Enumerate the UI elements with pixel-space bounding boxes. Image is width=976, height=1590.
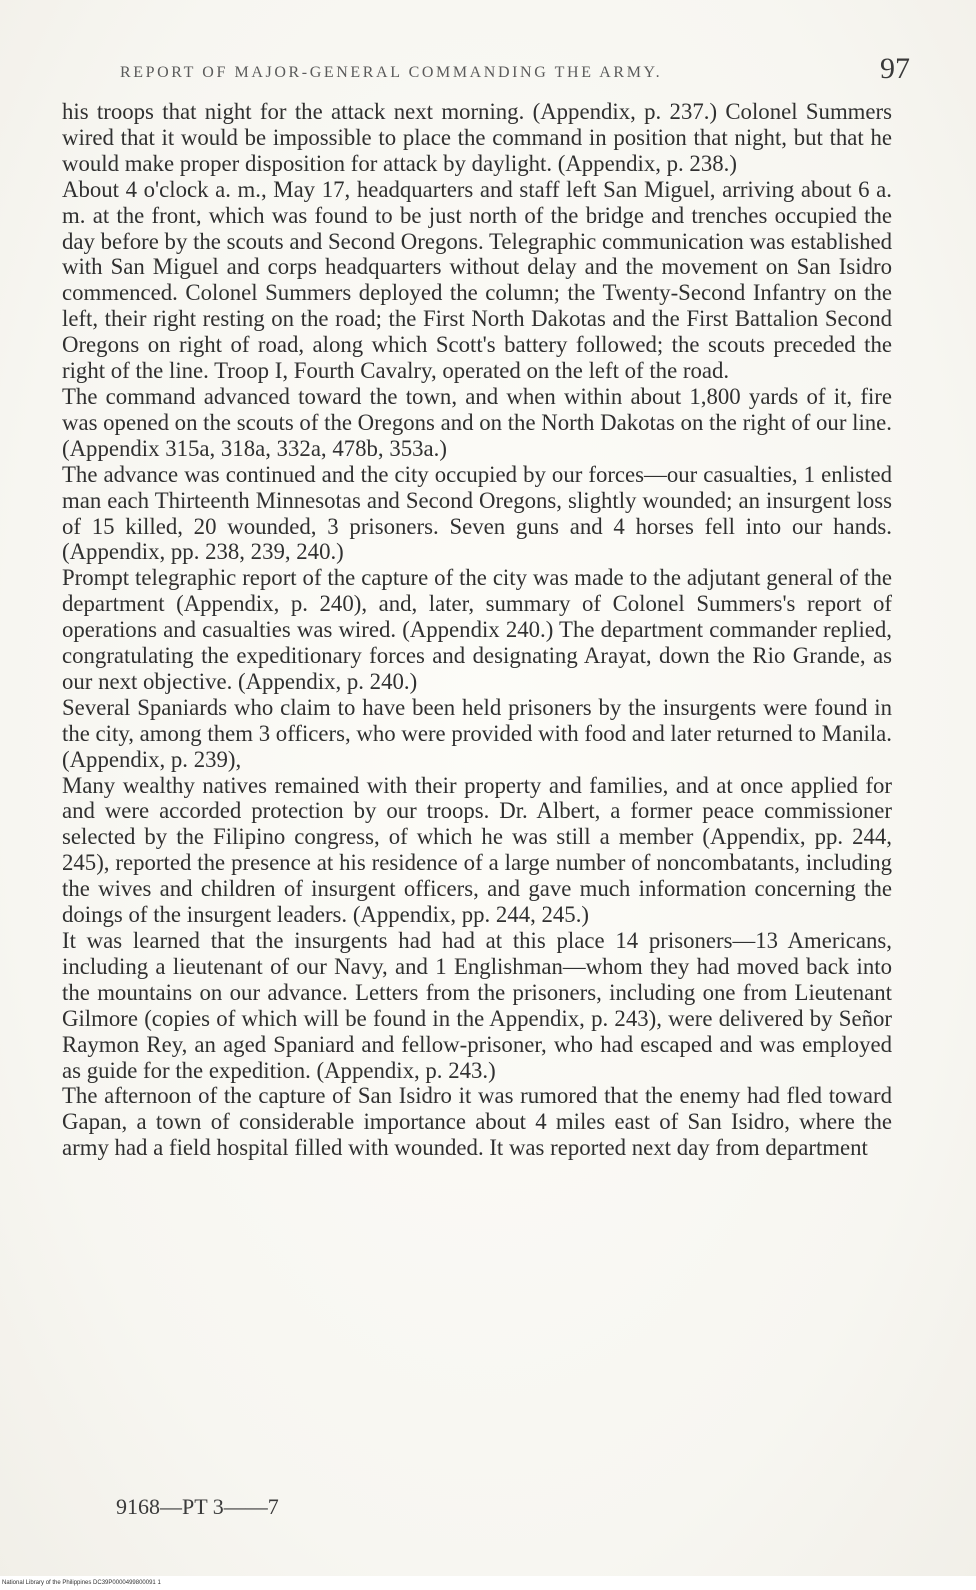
paragraph: Several Spaniards who claim to have been held prisoners by the insurgents were found in the city, among them 3 officers, who were provided with food and later returned to Manila. (Appendix, p. 239), [62,694,892,772]
page-number: 97 [880,52,910,85]
paragraph: The afternoon of the capture of San Isidro it was rumored that the enemy had fled toward Gapan, a town of considerable importance about 4 miles east of San Isidro, where the army had a field hospital filled with wounded. It was reported next day from department [62,1083,892,1161]
page-header [120,52,910,92]
paragraph: The advance was continued and the city occupied by our forces—our casualties, 1 enlisted man each Thirteenth Minnesotas and Second Oregons, slightly wounded; an insurgent loss of 15 killed, 20 wounded, 3 prisoners. Seven guns and 4 horses fell into our hands. (Appendix, pp. 238, 239, 240.) [62,461,892,565]
paragraph: Many wealthy natives remained with their property and families, and at once applied for and were accorded protection by our troops. Dr. Albert, a former peace commissioner selected by the Filipino congress, of which he was still a member (Appendix, pp. 244, 245), reported the presence at his residence of a large number of noncombatants, including the wives and children of insurgent officers, and gave much information concerning the doings of the insurgent leaders. (Appendix, pp. 244, 245.) [62,772,892,928]
body-text [62,99,892,1161]
paragraph: Prompt telegraphic report of the capture of the city was made to the adjutant general of the department (Appendix, p. 240), and, later, summary of Colonel Summers's report of operations and casualties was wired. (Appendix 240.) The department commander replied, congratulating the expeditionary forces and designating Arayat, down the Rio Grande, as our next objective. (Appendix, p. 240.) [62,565,892,694]
paragraph: About 4 o'clock a. m., May 17, headquarters and staff left San Miguel, arriving about 6 a. m. at the front, which was found to be just north of the bridge and trenches occupied the day before by the scouts and Second Oregons. Telegraphic communication was established with San Miguel and corps headquarters without delay and the movement on San Isidro commenced. Colonel Summers deployed the column; the Twenty-Second Infantry on the left, their right resting on the road; the First North Dakotas and the First Battalion Second Oregons on right of road, along which Scott's battery followed; the scouts preceded the right of the line. Troop I, Fourth Cavalry, operated on the left of the road. [62,176,892,384]
paragraph: The command advanced toward the town, and when within about 1,800 yards of it, fire was opened on the scouts of the Oregons and on the North Dakotas on the right of our line. (Appendix 315a, 318a, 332a, 478b, 353a.) [62,383,893,461]
paragraph: It was learned that the insurgents had had at this place 14 prisoners—13 Americans, including a lieutenant of our Navy, and 1 Englishman—whom they had moved back into the mountains on our advance. Letters from the prisoners, including one from Lieutenant Gilmore (copies of which will be found in the Appendix, p. 243), were delivered by Señor Raymon Rey, an aged Spaniard and fellow-prisoner, who had escaped and was employed as guide for the expedition. (Appendix, p. 243.) [62,928,892,1083]
paragraph: his troops that night for the attack next morning. (Appendix, p. 237.) Colonel Summers wired that it would be impossible to place the command in position that night, but that he would make proper disposition for attack by daylight. (Appendix, p. 238.) [62,99,892,176]
running-head: REPORT OF MAJOR-GENERAL COMMANDING THE ARMY. [120,64,663,81]
scan-footer: National Library of the Philippines DC39P0000499800091 1 [0,1576,976,1590]
signature-line: 9168—PT 3——7 [116,1494,279,1519]
